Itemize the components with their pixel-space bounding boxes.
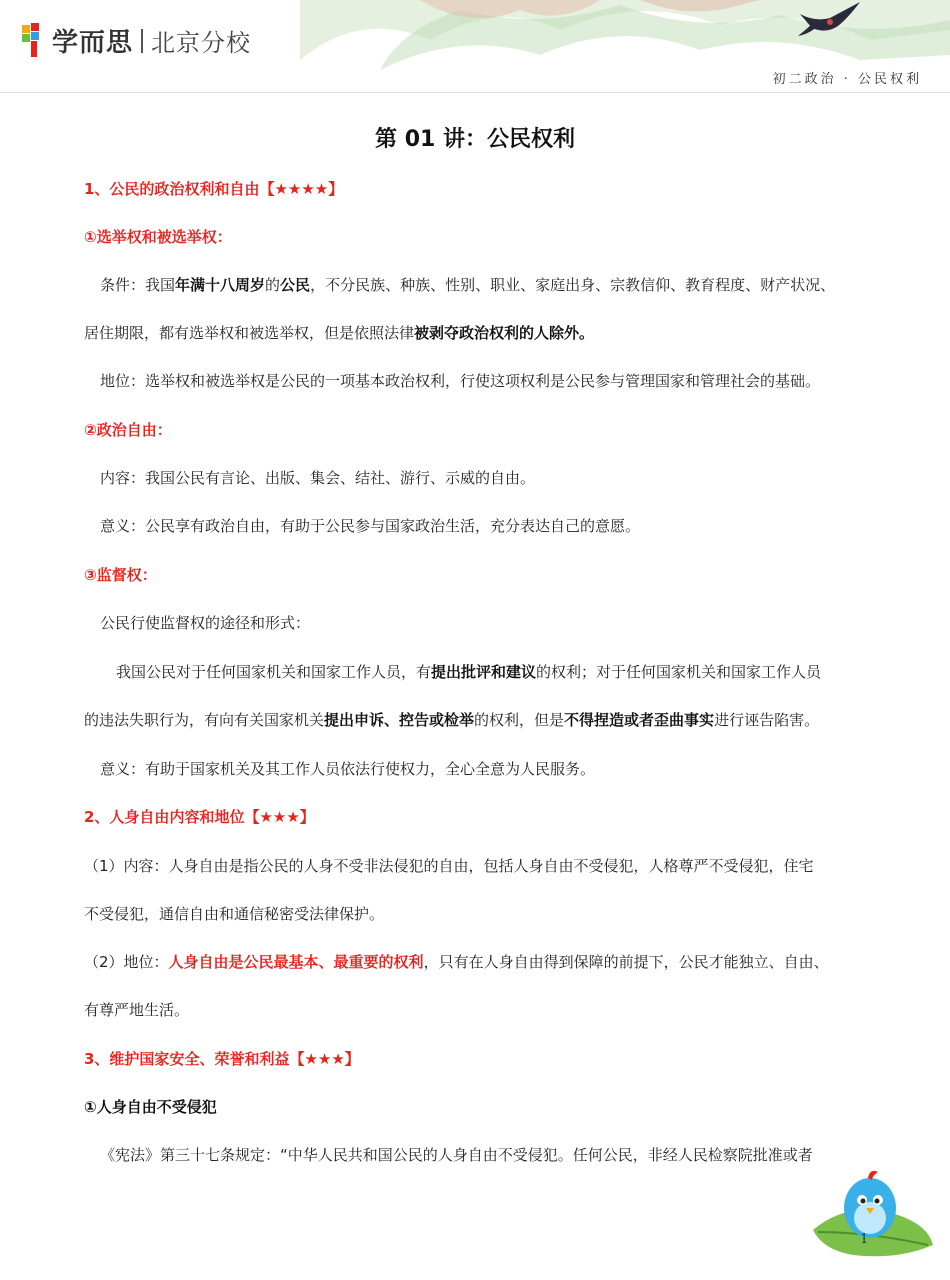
subsection-election-heading: ①选举权和被选举权： [84, 228, 232, 246]
supervision-paragraph-line-2: 的违法失职行为，有向有关国家机关提出申诉、控告或检举的权利，但是不得捏造或者歪曲事实进行诬告陷害。 [84, 711, 820, 729]
page-title: 第 01 讲：公民权利 [375, 127, 575, 152]
supervision-meaning: 意义：有助于国家机关及其工作人员依法行使权力，全心全意为人民服务。 [100, 760, 596, 778]
election-status: 地位：选举权和被选举权是公民的一项基本政治权利，行使这项权利是公民参与管理国家和管理社会的基础。 [100, 372, 821, 390]
subsection-political-freedom-heading: ②政治自由： [84, 421, 172, 439]
supervision-paragraph-line-1: 我国公民对于任何国家机关和国家工作人员，有提出批评和建议的权利；对于任何国家机关和国家工作人员 [116, 663, 822, 681]
personal-freedom-content-line-1: （1）内容：人身自由是指公民的人身不受非法侵犯的自由，包括人身自由不受侵犯，人格尊严不受侵犯，住宅 [84, 857, 814, 875]
election-condition-line-2: 居住期限，都有选举权和被选举权，但是依照法律被剥夺政治权利的人除外。 [84, 324, 595, 342]
logo-mark-icon [22, 23, 44, 59]
subsection-personal-freedom-heading: ①人身自由不受侵犯 [84, 1098, 217, 1116]
logo-text: 学而思 [52, 28, 134, 58]
section-3-heading: 3、维护国家安全、荣誉和利益【★★★】 [84, 1050, 360, 1068]
logo-divider [141, 29, 143, 53]
election-condition-line-1: 条件：我国年满十八周岁的公民，不分民族、种族、性别、职业、家庭出身、宗教信仰、教育程度、财产状况、 [100, 276, 836, 294]
section-1-heading: 1、公民的政治权利和自由【★★★★】 [84, 180, 344, 198]
political-freedom-meaning: 意义：公民享有政治自由，有助于公民参与国家政治生活，充分表达自己的意愿。 [100, 517, 641, 535]
page-number: 1 [860, 1232, 869, 1247]
political-freedom-content: 内容：我国公民有言论、出版、集会、结社、游行、示威的自由。 [100, 469, 536, 487]
personal-freedom-status-line-2: 有尊严地生活。 [84, 1001, 190, 1019]
brand-logo [22, 22, 251, 59]
constitution-quote: 《宪法》第三十七条规定：“中华人民共和国公民的人身自由不受侵犯。任何公民，非经人民检察院批准或者 [100, 1146, 813, 1164]
subsection-supervision-heading: ③监督权： [84, 566, 157, 584]
document-label: 初二政治 · 公民权利 [772, 72, 922, 87]
logo-subtitle: 北京分校 [151, 29, 252, 57]
bird-mascot-icon [808, 1160, 938, 1270]
section-2-heading: 2、人身自由内容和地位【★★★】 [84, 808, 315, 826]
personal-freedom-status-line-1: （2）地位：人身自由是公民最基本、最重要的权利，只有在人身自由得到保障的前提下，公民才能独立、自由、 [84, 953, 829, 971]
personal-freedom-content-line-2: 不受侵犯，通信自由和通信秘密受法律保护。 [84, 905, 385, 923]
header-divider [0, 92, 950, 93]
supervision-ways: 公民行使监督权的途径和形式： [100, 614, 311, 632]
